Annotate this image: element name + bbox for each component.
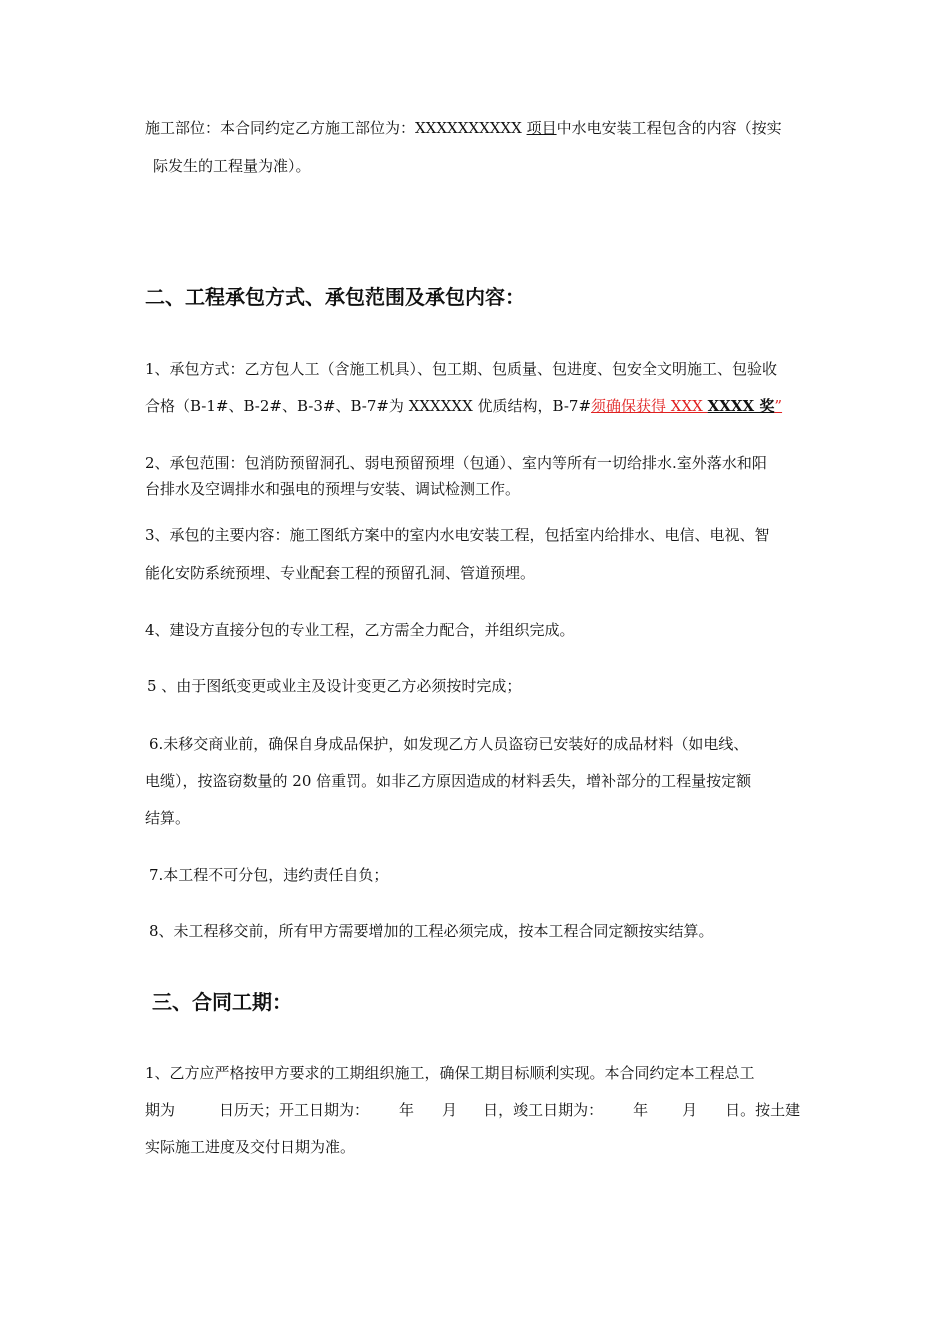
s2-item3-line2: 能化安防系统预埋、专业配套工程的预留孔洞、管道预埋。 <box>145 564 536 582</box>
section-3-heading: 三、合同工期： <box>152 990 292 1014</box>
s2-item2-line1: 2、承包范围：包消防预留洞孔、弱电预留预埋（包通）、室内等所有一切给排水.室外落水和阳 <box>145 454 767 472</box>
s3-end-month: 月 <box>682 1101 698 1119</box>
s3-item1-line1: 1、乙方应严格按甲方要求的工期组织施工，确保工期目标顺利实现。本合同约定本工程总工 <box>145 1064 755 1082</box>
s2-item5: 5 、由于图纸变更或业主及设计变更乙方必须按时完成； <box>147 677 522 695</box>
section-2-heading: 二、工程承包方式、承包范围及承包内容： <box>145 285 525 309</box>
site-text-b: 中水电安装工程包含的内容（按实 <box>556 119 782 137</box>
s2-item1-text: 合格（B-1#、B-2#、B-3#、B-7#为 XXXXXX 优质结构，B-7# <box>145 397 592 415</box>
site-project-underlined: 项目 <box>526 119 557 137</box>
s2-item1-red-text: 须确保获得 XXX <box>591 397 708 415</box>
s3-start-day: 日，竣工日期为： <box>483 1101 604 1119</box>
s3-end-year: 年 <box>633 1101 649 1119</box>
s3-item1-line3: 实际施工进度及交付日期为准。 <box>145 1138 356 1156</box>
s2-item4: 4、建设方直接分包的专业工程，乙方需全力配合，并组织完成。 <box>145 621 575 639</box>
s3-item1-line2 <box>145 1100 825 1120</box>
site-text-a: 施工部位：本合同约定乙方施工部位为：XXXXXXXXXX <box>145 119 527 137</box>
s3-period-label: 期为 <box>145 1101 176 1119</box>
s3-end-day: 日。按土建 <box>725 1101 801 1119</box>
s2-item1-line1: 1、承包方式：乙方包人工（含施工机具）、包工期、包质量、包进度、包安全文明施工、包验收 <box>145 360 778 378</box>
s2-item2-line2: 台排水及空调排水和强电的预埋与安装、调试检测工作。 <box>145 480 521 498</box>
s3-start-month: 月 <box>442 1101 458 1119</box>
s2-item1-bold-text: XXXX 奖 <box>707 397 775 415</box>
site-line-2: 际发生的工程量为准）。 <box>153 157 311 175</box>
s2-item3-line1: 3、承包的主要内容：施工图纸方案中的室内水电安装工程，包括室内给排水、电信、电视、智 <box>145 526 770 544</box>
s2-item1-line2 <box>145 396 825 416</box>
s3-start-year: 年 <box>399 1101 415 1119</box>
s2-item6-line2: 电缆），按盗窃数量的 20 倍重罚。如非乙方原因造成的材料丢失，增补部分的工程量按定额 <box>145 772 752 790</box>
s2-item6-line3: 结算。 <box>145 809 191 827</box>
s2-item1-quote: ” <box>774 397 783 415</box>
s3-calendar-days: 日历天；开工日期为： <box>219 1101 370 1119</box>
s2-item7: 7.本工程不可分包，违约责任自负； <box>149 866 389 884</box>
site-line-1 <box>145 118 825 138</box>
s2-item6-line1: 6.未移交商业前，确保自身成品保护，如发现乙方人员盗窃已安装好的成品材料（如电线、 <box>149 735 749 753</box>
s2-item8: 8、未工程移交前，所有甲方需要增加的工程必须完成，按本工程合同定额按实结算。 <box>149 922 714 940</box>
